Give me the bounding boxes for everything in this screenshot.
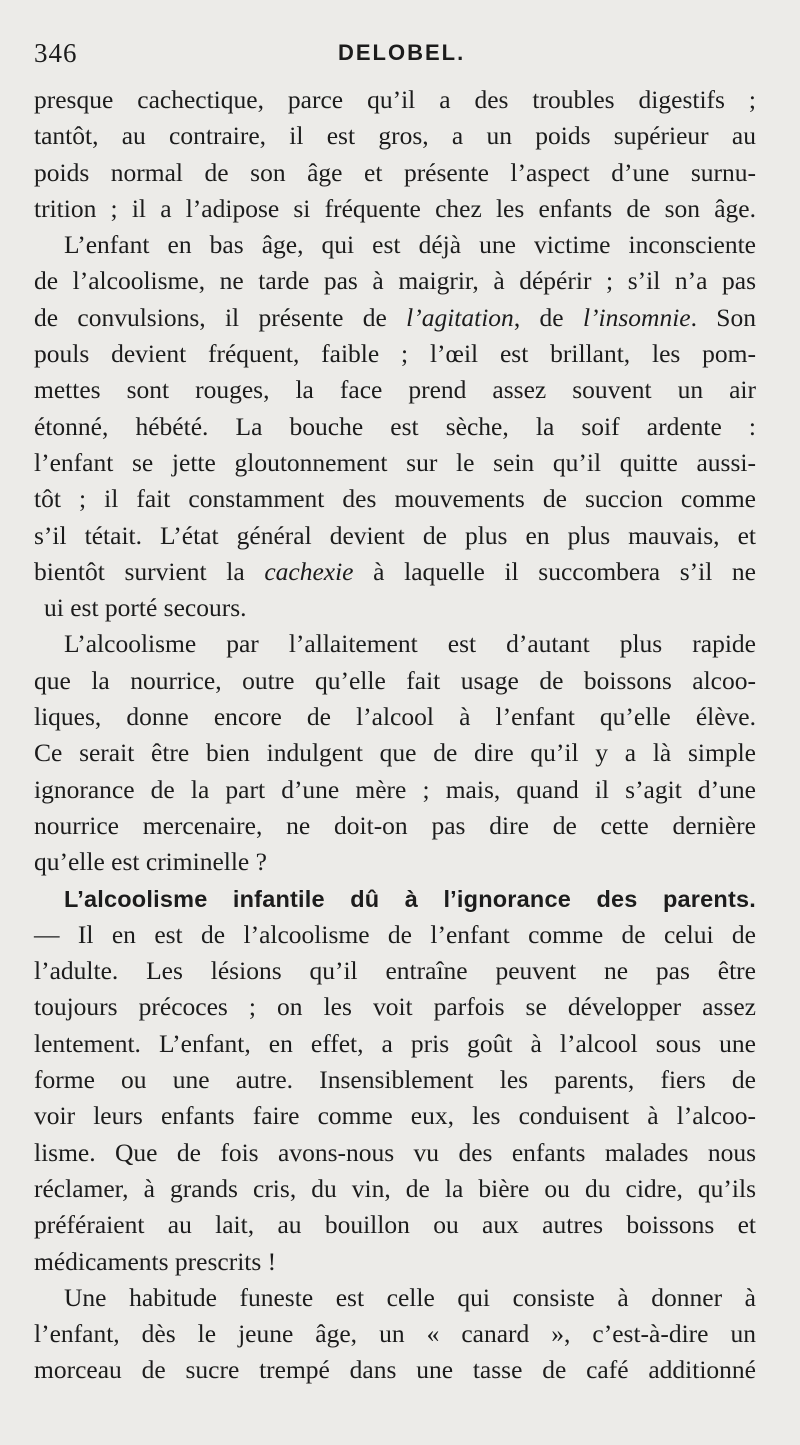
text-line: lentement. L’enfant, en effet, a pris goût à l’alcool sous une xyxy=(34,1028,756,1058)
paragraph-start-line: L’enfant en bas âge, qui est déjà une victime inconsciente xyxy=(64,230,756,260)
text-line: l’enfant, dès le jeune âge, un « canard », c’est-à-dire un xyxy=(34,1319,756,1349)
text-line: voir leurs enfants faire comme eux, les conduisent à l’alcoo- xyxy=(34,1101,756,1131)
text-line: étonné, hébété. La bouche est sèche, la soif ardente : xyxy=(34,411,756,441)
paragraph-end-line: médicaments prescrits ! xyxy=(34,1246,277,1276)
text-line: presque cachectique, parce qu’il a des troubles digestifs ; xyxy=(34,85,756,114)
paragraph-start-line: L’alcoolisme par l’allaitement est d’autant plus rapide xyxy=(64,629,756,659)
text-line: nourrice mercenaire, ne doit-on pas dire de cette dernière xyxy=(34,810,756,840)
text-line: pouls devient fréquent, faible ; l’œil est brillant, les pom- xyxy=(34,339,756,369)
text-line: morceau de sucre trempé dans une tasse de café additionné xyxy=(34,1355,756,1385)
text-line: ignorance de la part d’une mère ; mais, quand il s’agit d’une xyxy=(34,774,756,804)
paragraph-end-line: qu’elle est criminelle ? xyxy=(34,847,267,877)
text-line: toujours précoces ; on les voit parfois se développer assez xyxy=(34,992,756,1022)
page-header xyxy=(34,30,756,82)
text-line: s’il tétait. L’état général devient de plus en plus mauvais, et xyxy=(34,520,756,550)
text-line: poids normal de son âge et présente l’aspect d’une surnu- xyxy=(34,157,756,187)
text-line: trition ; il a l’adipose si fréquente chez les enfants de son âge. xyxy=(34,193,756,223)
text-line: de l’alcoolisme, ne tarde pas à maigrir, à dépérir ; s’il n’a pas xyxy=(34,266,756,296)
body-text xyxy=(34,82,756,1389)
italic-term-insomnie: l’insomnie xyxy=(582,302,691,332)
text-line: préféraient au lait, au bouillon ou aux autres boissons et xyxy=(34,1210,756,1240)
italic-term-cachexie: cachexie xyxy=(264,556,354,586)
italic-term-agitation: l’agitation xyxy=(406,302,514,332)
section-heading: L’alcoolisme infantile dû à l’ignorance des parents. xyxy=(64,885,756,912)
text-line: Ce serait être bien indulgent que de dire qu’il y a là simple xyxy=(34,738,756,768)
text-segment: . Son xyxy=(690,302,756,332)
running-head: DELOBEL. xyxy=(338,40,466,65)
text-line: tôt ; il fait constamment des mouvements de succion comme xyxy=(34,484,756,514)
text-segment: à laquelle il succombera s’il ne xyxy=(353,556,756,586)
text-segment: , de xyxy=(513,302,583,332)
text-line: forme ou une autre. Insensiblement les parents, fiers de xyxy=(34,1065,756,1095)
text-line: l’enfant se jette gloutonnement sur le sein qu’il quitte aussi- xyxy=(34,447,756,477)
paragraph-end-line: ui est porté secours. xyxy=(44,593,247,623)
text-line: — Il en est de l’alcoolisme de l’enfant comme de celui de xyxy=(34,919,756,949)
text-line xyxy=(34,554,756,590)
text-line: que la nourrice, outre qu’elle fait usage de boissons alcoo- xyxy=(34,665,756,695)
text-line: réclamer, à grands cris, du vin, de la bière ou du cidre, qu’ils xyxy=(34,1173,756,1203)
text-segment: de convulsions, il présente de xyxy=(34,302,407,332)
text-line xyxy=(34,300,756,336)
text-line: lisme. Que de fois avons-nous vu des enfants malades nous xyxy=(34,1137,756,1167)
paragraph-start-line: Une habitude funeste est celle qui consiste à donner à xyxy=(64,1282,756,1312)
text-line: tantôt, au contraire, il est gros, a un poids supérieur au xyxy=(34,121,756,151)
page-number: 346 xyxy=(34,38,78,68)
text-line: mettes sont rouges, la face prend assez souvent un air xyxy=(34,375,756,405)
text-line: l’adulte. Les lésions qu’il entraîne peuvent ne pas être xyxy=(34,956,756,986)
text-segment: bientôt survient la xyxy=(34,556,265,586)
text-line: liques, donne encore de l’alcool à l’enfant qu’elle élève. xyxy=(34,702,756,732)
